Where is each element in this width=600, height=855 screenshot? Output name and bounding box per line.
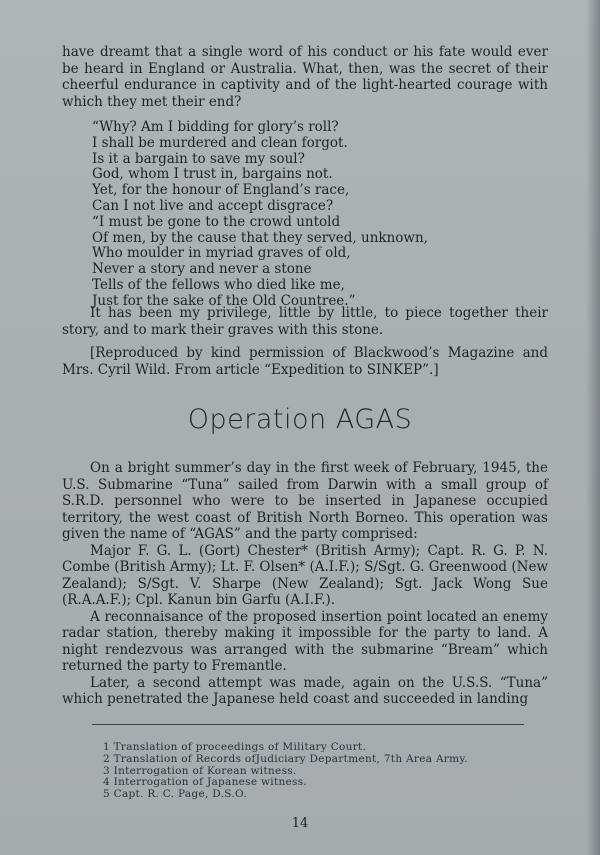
poem-line: Yet, for the honour of England’s race, [92,182,350,199]
intro-text-block [62,44,548,110]
page-number: 14 [291,816,309,831]
operation-text-block [62,460,548,708]
poem-line: “Why? Am I bidding for glory’s roll? [92,119,339,135]
privilege-text-block [62,305,548,338]
poem-line: Is it a bargain to save my soul? [92,150,305,167]
footnote: 1 Translation of proceedings of Military Court. [103,741,367,753]
body-paragraph: Later, a second attempt was made, again on the U.S.S. “Tuna” which penetrated the Japanese held coast and succeeded in landing [62,674,548,707]
intro-paragraph: have dreamt that a single word of his conduct or his fate would ever be heard in England or Australia. What, then, was the secret of their cheerful endurance in captivity and of the light-hearted courage with which they met their end? [62,44,548,110]
reproduced-note: [Reproduced by kind permission of Blackwood’s Magazine and Mrs. Cyril Wild. From article “Expedition to SINKEP”.] [62,345,548,378]
poem-line: God, whom I trust in, bargains not. [92,166,333,183]
body-paragraph: Major F. G. L. (Gort) Chester* (British Army); Capt. R. G. P. N. Combe (British Army); Lt. F. Olsen* (A.I.F.); S/Sgt. G. Greenwood (New Zealand); S/Sgt. V. Sharpe (New Zealand); Sgt. Jack Wong Sue (R.A.A.F.); Cpl. Kanun bin Garfu (A.I.F.). [62,542,548,608]
footnotes [103,742,468,801]
footnote: 5 Capt. R. C. Page, D.S.O. [103,788,247,801]
poem-line: Tells of the fellows who died like me, [92,276,345,293]
body-paragraph: On a bright summer’s day in the first week of February, 1945, the U.S. Submarine “Tuna” sailed from Darwin with a small group of S.R.D. personnel who were to be inserted in Japanese occupied territory, the west coast of British North Borneo. This operation was given the name of “AGAS” and the party comprised: [62,460,548,542]
footnote: 2 Translation of Records ofJudiciary Department, 7th Area Army. [103,752,468,765]
poem-line: Who moulder in myriad graves of old, [92,245,351,262]
poem-line: Of men, by the cause that they served, unknown, [92,229,428,246]
footnote: 4 Interrogation of Japanese witness. [103,776,308,789]
poem [92,120,532,310]
page-edge-shadow [586,0,600,855]
footnote: 3 Interrogation of Korean witness. [103,764,297,777]
poem-line: I shall be murdered and clean forgot. [92,134,348,151]
footnote-divider [92,724,524,725]
reproduced-note-block [62,345,548,378]
privilege-paragraph: It has been my privilege, little by little, to piece together their story, and to mark their graves with this stone. [62,305,548,338]
poem-line: Just for the sake of the Old Countree.” [92,292,356,309]
poem-line: “I must be gone to the crowd untold [92,213,341,230]
section-heading: Operation AGAS [187,404,413,435]
body-paragraph: A reconnaisance of the proposed insertion point located an enemy radar station, thereby making it impossible for the party to land. A night rendezvous was arranged with the submarine “Bream” which returned the party to Fremantle. [62,608,548,674]
poem-line: Never a story and never a stone [92,261,312,278]
poem-line: Can I not live and accept disgrace? [92,197,334,214]
